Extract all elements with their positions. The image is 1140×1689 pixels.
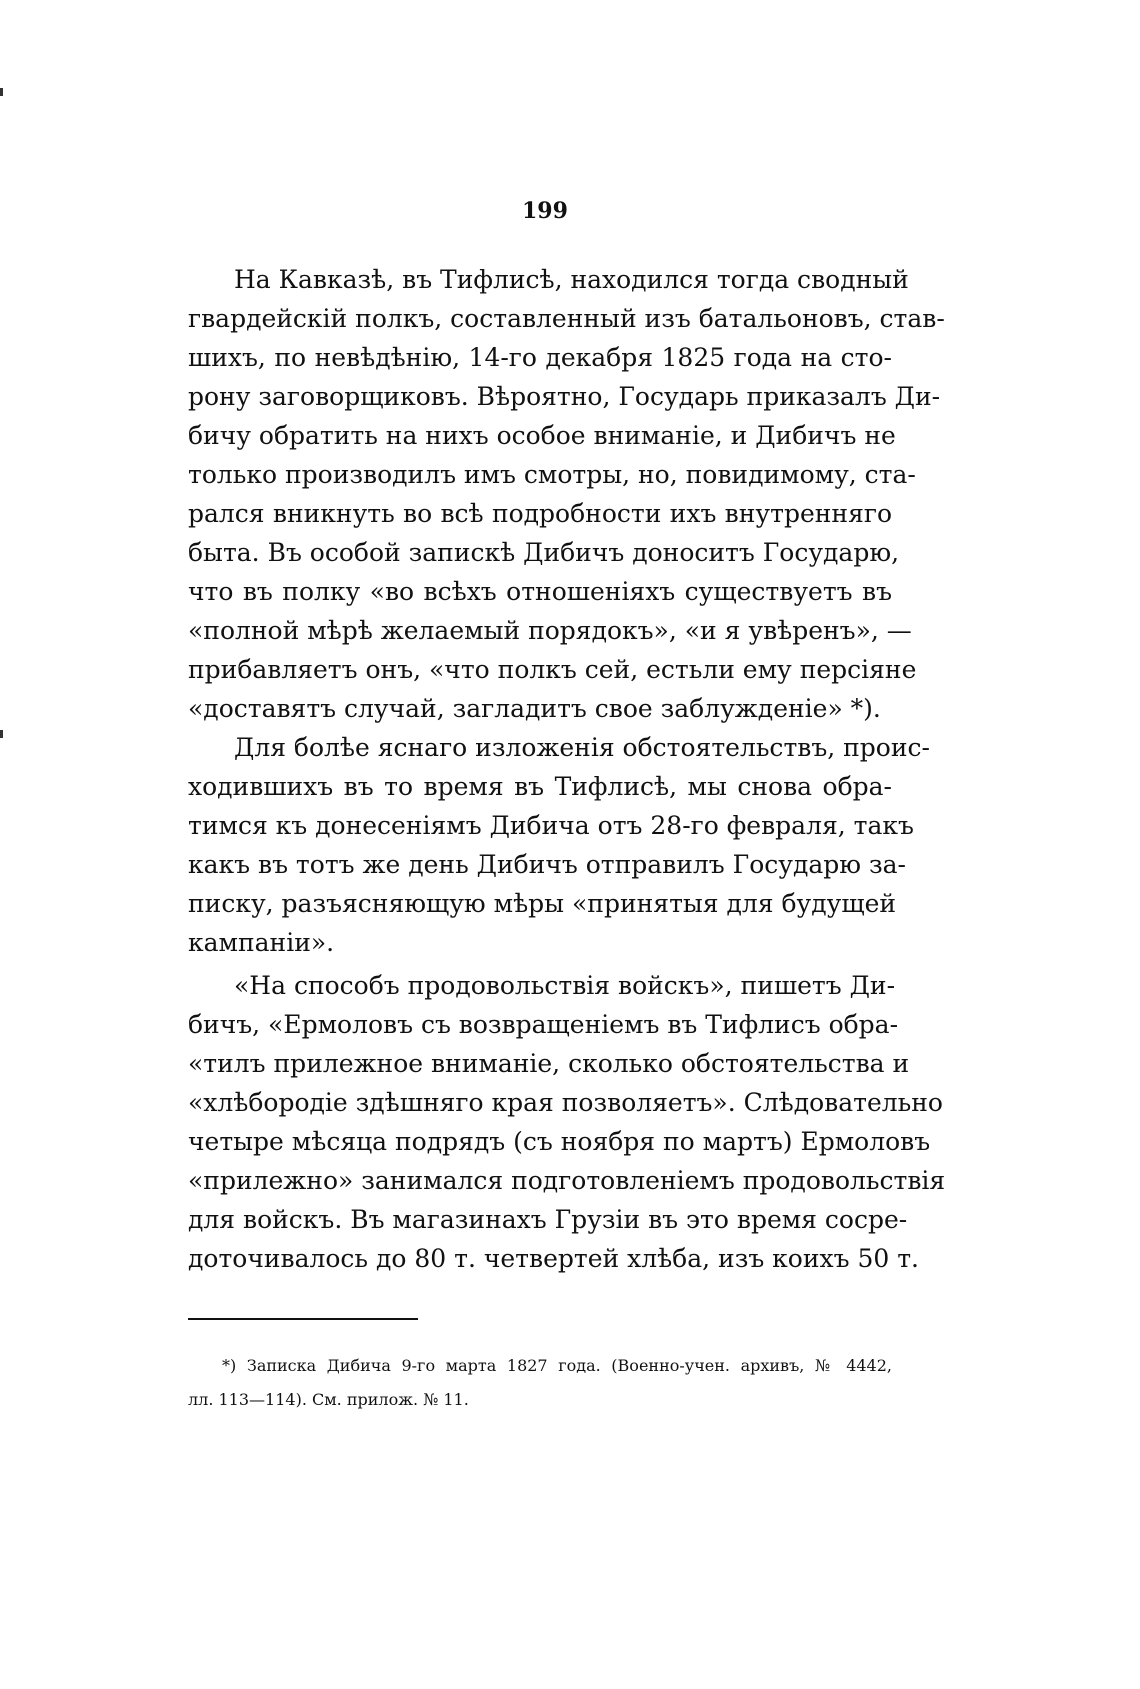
text-line: быта. Въ особой запискѣ Дибичъ доноситъ Государю, [188, 538, 900, 567]
text-line: доточивалось до 80 т. четвертей хлѣба, изъ коихъ 50 т. [188, 1244, 920, 1273]
scan-mark-top-left [0, 88, 3, 96]
text-line: «прилежно» занимался подготовленіемъ продовольствія [188, 1166, 946, 1195]
text-line: гвардейскій полкъ, составленный изъ батальоновъ, став- [188, 304, 945, 333]
text-line: «На способъ продовольствія войскъ», пишетъ Ди- [234, 971, 896, 1000]
text-line: «полной мѣрѣ желаемый порядокъ», «и я увѣренъ», — [188, 616, 912, 645]
text-line: писку, разъясняющую мѣры «принятыя для будущей [188, 889, 897, 918]
text-line: кампаніи». [188, 928, 335, 957]
text-line: только производилъ имъ смотры, но, повидимому, ста- [188, 460, 916, 489]
text-line: «хлѣбородіе здѣшняго края позволяетъ». Слѣдовательно [188, 1088, 943, 1117]
text-line: «тилъ прилежное вниманіе, сколько обстоятельства и [188, 1049, 910, 1078]
text-line: четыре мѣсяца подрядъ (съ ноября по мартъ) Ермоловъ [188, 1127, 931, 1156]
text-line: прибавляетъ онъ, «что полкъ сей, естьли ему персіяне [188, 655, 917, 684]
text-line: для войскъ. Въ магазинахъ Грузіи въ это время сосре- [188, 1205, 908, 1234]
text-line: ходившихъ въ то время въ Тифлисѣ, мы снова обра- [188, 772, 892, 801]
scan-mark-middle-left [0, 730, 3, 738]
footnote-divider [188, 1318, 418, 1320]
text-line: «доставятъ случай, загладитъ свое заблужденіе» *). [188, 694, 881, 723]
text-line: шихъ, по невѣдѣнію, 14-го декабря 1825 года на сто- [188, 343, 892, 372]
text-line: тимся къ донесеніямъ Дибича отъ 28-го февраля, такъ [188, 811, 914, 840]
text-line: бичъ, «Ермоловъ съ возвращеніемъ въ Тифлисъ обра- [188, 1010, 899, 1039]
text-line: бичу обратить на нихъ особое вниманіе, и Дибичъ не [188, 421, 896, 450]
footnote-line: лл. 113—114). См. прилож. № 11. [188, 1390, 469, 1409]
page-number: 199 [522, 198, 568, 224]
text-line: На Кавказѣ, въ Тифлисѣ, находился тогда сводный [234, 265, 909, 294]
footnote-line: *) Записка Дибича 9-го марта 1827 года. (Военно-учен. архивъ, № 4442, [222, 1356, 892, 1375]
text-line: рался вникнуть во всѣ подробности ихъ внутренняго [188, 499, 892, 528]
text-line: какъ въ тотъ же день Дибичъ отправилъ Государю за- [188, 850, 906, 879]
text-line: Для болѣе яснаго изложенія обстоятельствъ, проис- [234, 733, 930, 762]
text-line: что въ полку «во всѣхъ отношеніяхъ существуетъ въ [188, 577, 892, 606]
text-line: рону заговорщиковъ. Вѣроятно, Государь приказалъ Ди- [188, 382, 941, 411]
